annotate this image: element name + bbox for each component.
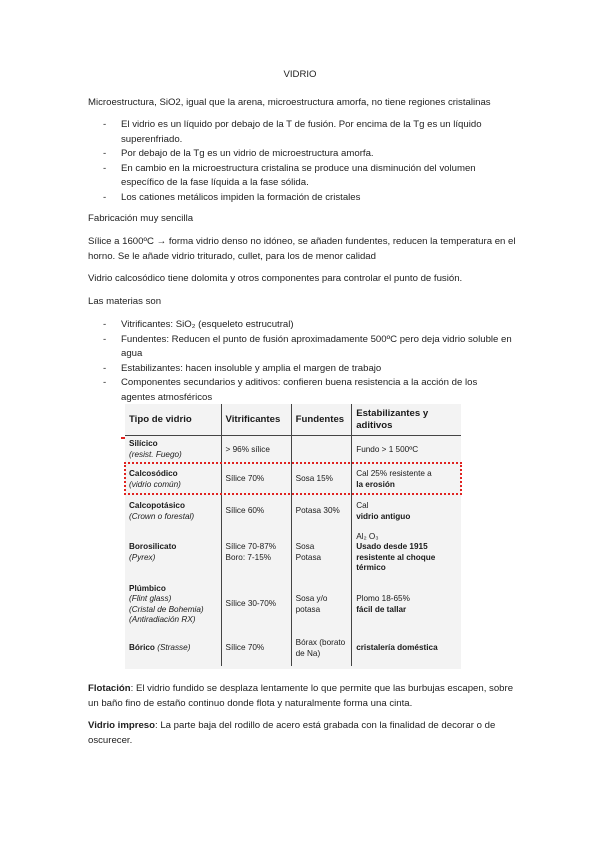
list-item: - Por debajo de la Tg es un vidrio de microestructura amorfa.: [103, 148, 374, 159]
bullet-list-1: [103, 118, 513, 205]
table-row: Silícico (resist. Fuego) > 96% sílice Fundo > 1 500ºC: [125, 436, 461, 464]
table-row: Calcopotásico (Crown o forestal) Sílice 60% Potasa 30% Cal vidrio antiguo: [125, 496, 461, 528]
fabricacion-paragraph: Fabricación muy sencilla: [88, 213, 194, 224]
header-tipo: Tipo de vidrio: [125, 404, 221, 436]
list-item: - Vitrificantes: SiO₂ (esqueleto estrucutral): [103, 319, 294, 330]
list-item: - El vidrio es un líquido por debajo de la T de fusión. Por encima de la Tg es un líquido superenfriado.: [103, 119, 482, 145]
highlight-box: [124, 462, 462, 495]
header-vitrificantes: Vitrificantes: [221, 404, 291, 436]
impreso-paragraph: Vidrio impreso: La parte baja del rodillo de acero está grabada con la finalidad de decorar o de oscurecer.: [88, 720, 496, 746]
list-item: - Estabilizantes: hacen insoluble y amplia el margen de trabajo: [103, 362, 382, 374]
materias-paragraph: Las materias son: [88, 296, 162, 307]
bullet-list-2: [103, 318, 513, 405]
table-row: Calcosódico (vidrio común) Sílice 70% Sosa 15% Cal 25% resistente a la erosión: [125, 464, 461, 496]
table-row: Plúmbico (Flint glass) (Cristal de Bohemia) (Antiradiación RX) Sílice 30-70% Sosa y/o potasa Plomo 18-65% fácil de tallar: [125, 578, 461, 632]
header-estabilizantes: Estabilizantes y aditivos: [352, 404, 461, 436]
table-row: Bórico (Strasse) Sílice 70% Bórax (borato de Na) cristalería doméstica: [125, 632, 461, 666]
silice-paragraph: Sílice a 1600ºC → forma vidrio denso no idóneo, se añaden fundentes, reducen la temperatura en el horno. Se le añade vidrio triturado, cullet, para los de menor calidad: [88, 236, 516, 262]
list-item: - Fundentes: Reducen el punto de fusión aproximadamente 500ºC pero deja vidrio soluble en agua: [103, 333, 512, 359]
table-row: Borosilicato (Pyrex) Sílice 70-87% Boro: 7-15% Sosa Potasa Al₂ O₃ Usado desde 1915 resistente al choque térmico: [125, 528, 461, 578]
glass-types-table: [125, 404, 461, 669]
page-title: VIDRIO: [283, 69, 317, 80]
flotacion-paragraph: Flotación: El vidrio fundido se desplaza lentamente lo que permite que las burbujas escapen, sobre un baño fino de estaño continuo donde flota y naturalmente forma una cinta.: [88, 683, 514, 709]
list-item: - En cambio en la microestructura cristalina se produce una disminución del volumen específico de la fase líquida a la fase sólida.: [103, 162, 476, 188]
list-item: - Componentes secundarios y aditivos: confieren buena resistencia a la acción de los agentes atmosféricos: [103, 377, 478, 403]
intro-paragraph: Microestructura, SiO2, igual que la arena, microestructura amorfa, no tiene regiones cristalinas: [88, 97, 491, 108]
red-mark: [121, 437, 125, 439]
table-header-row: [125, 404, 461, 436]
header-fundentes: Fundentes: [291, 404, 352, 436]
calcosodico-paragraph: Vidrio calcosódico tiene dolomita y otros componentes para controlar el punto de fusión.: [88, 273, 463, 284]
list-item: - Los cationes metálicos impiden la formación de cristales: [103, 191, 361, 203]
